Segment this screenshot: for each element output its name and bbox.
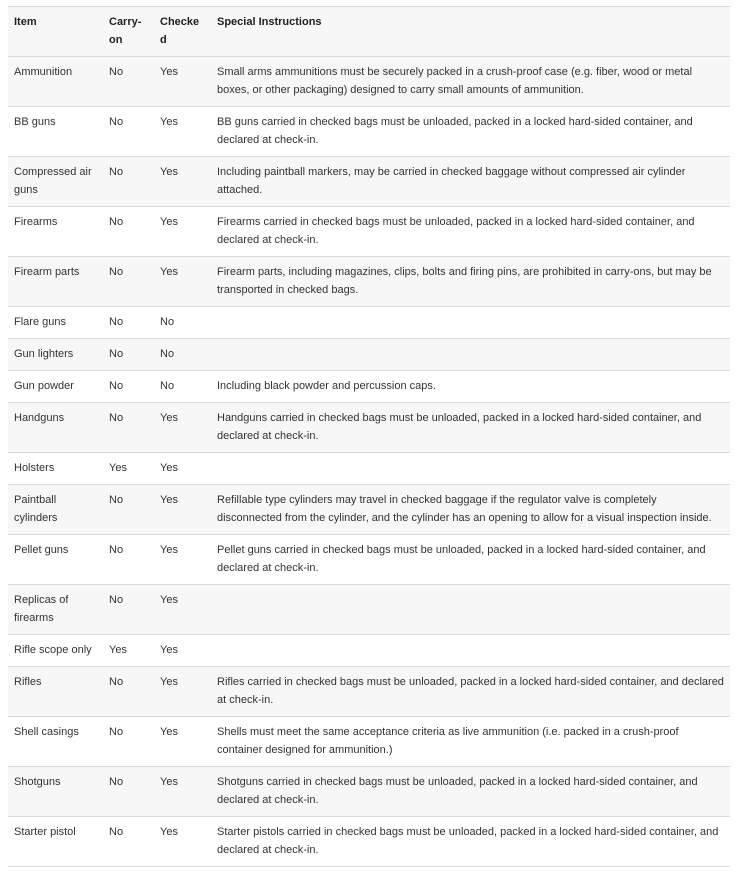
table-row xyxy=(8,107,730,157)
table-row xyxy=(8,717,730,767)
cell-special-instructions xyxy=(211,453,730,485)
cell-checked: No xyxy=(154,371,211,403)
cell-carry-on: No xyxy=(103,157,154,207)
cell-carry-on: No xyxy=(103,339,154,371)
cell-checked: Yes xyxy=(154,535,211,585)
cell-special-instructions: Pellet guns carried in checked bags must be unloaded, packed in a locked hard-sided container, and declared at check-in. xyxy=(211,535,730,585)
cell-checked: Yes xyxy=(154,157,211,207)
cell-special-instructions xyxy=(211,307,730,339)
table-row xyxy=(8,817,730,867)
table-row xyxy=(8,767,730,817)
table-row xyxy=(8,57,730,107)
cell-item: BB guns xyxy=(8,107,103,157)
cell-carry-on: No xyxy=(103,585,154,635)
table-body xyxy=(8,57,730,867)
cell-item: Compressed air guns xyxy=(8,157,103,207)
cell-checked: Yes xyxy=(154,57,211,107)
cell-checked: Yes xyxy=(154,403,211,453)
cell-item: Paintball cylinders xyxy=(8,485,103,535)
table-header xyxy=(8,7,730,57)
cell-item: Rifles xyxy=(8,667,103,717)
cell-checked: Yes xyxy=(154,485,211,535)
cell-checked: Yes xyxy=(154,767,211,817)
cell-item: Replicas of firearms xyxy=(8,585,103,635)
cell-special-instructions: Shotguns carried in checked bags must be unloaded, packed in a locked hard-sided container, and declared at check-in. xyxy=(211,767,730,817)
cell-carry-on: No xyxy=(103,403,154,453)
cell-checked: Yes xyxy=(154,107,211,157)
cell-special-instructions: Including paintball markers, may be carried in checked baggage without compressed air cylinder attached. xyxy=(211,157,730,207)
cell-special-instructions: BB guns carried in checked bags must be unloaded, packed in a locked hard-sided container, and declared at check-in. xyxy=(211,107,730,157)
cell-carry-on: No xyxy=(103,767,154,817)
header-checked: Checked xyxy=(154,7,211,57)
cell-special-instructions: Handguns carried in checked bags must be unloaded, packed in a locked hard-sided container, and declared at check-in. xyxy=(211,403,730,453)
cell-carry-on: Yes xyxy=(103,635,154,667)
cell-carry-on: No xyxy=(103,57,154,107)
cell-carry-on: No xyxy=(103,307,154,339)
cell-special-instructions: Shells must meet the same acceptance criteria as live ammunition (i.e. packed in a crush-proof container designed for ammunition.) xyxy=(211,717,730,767)
cell-item: Ammunition xyxy=(8,57,103,107)
cell-carry-on: No xyxy=(103,535,154,585)
cell-item: Shotguns xyxy=(8,767,103,817)
cell-carry-on: No xyxy=(103,717,154,767)
cell-item: Rifle scope only xyxy=(8,635,103,667)
cell-special-instructions xyxy=(211,635,730,667)
cell-checked: Yes xyxy=(154,667,211,717)
cell-special-instructions xyxy=(211,585,730,635)
cell-special-instructions: Refillable type cylinders may travel in checked baggage if the regulator valve is completely disconnected from the cylinder, and the cylinder has an opening to allow for a visual inspection inside. xyxy=(211,485,730,535)
cell-item: Flare guns xyxy=(8,307,103,339)
cell-item: Gun powder xyxy=(8,371,103,403)
cell-checked: Yes xyxy=(154,453,211,485)
cell-carry-on: No xyxy=(103,257,154,307)
table-row xyxy=(8,257,730,307)
cell-carry-on: Yes xyxy=(103,453,154,485)
cell-carry-on: No xyxy=(103,207,154,257)
table-row xyxy=(8,667,730,717)
table-row xyxy=(8,403,730,453)
table-row xyxy=(8,585,730,635)
header-row xyxy=(8,7,730,57)
header-special-instructions: Special Instructions xyxy=(211,7,730,57)
cell-checked: Yes xyxy=(154,207,211,257)
table-row xyxy=(8,207,730,257)
cell-item: Firearms xyxy=(8,207,103,257)
cell-item: Starter pistol xyxy=(8,817,103,867)
cell-checked: No xyxy=(154,339,211,371)
table-row xyxy=(8,371,730,403)
cell-item: Pellet guns xyxy=(8,535,103,585)
cell-carry-on: No xyxy=(103,371,154,403)
cell-checked: Yes xyxy=(154,585,211,635)
cell-special-instructions: Small arms ammunitions must be securely packed in a crush-proof case (e.g. fiber, wood or metal boxes, or other packaging) designed to carry small amounts of ammunition. xyxy=(211,57,730,107)
header-item: Item xyxy=(8,7,103,57)
cell-special-instructions: Rifles carried in checked bags must be unloaded, packed in a locked hard-sided container, and declared at check-in. xyxy=(211,667,730,717)
table-row xyxy=(8,339,730,371)
cell-special-instructions: Starter pistols carried in checked bags must be unloaded, packed in a locked hard-sided container, and declared at check-in. xyxy=(211,817,730,867)
table-row xyxy=(8,453,730,485)
cell-carry-on: No xyxy=(103,107,154,157)
cell-carry-on: No xyxy=(103,667,154,717)
cell-checked: Yes xyxy=(154,817,211,867)
header-carry-on: Carry-on xyxy=(103,7,154,57)
cell-special-instructions xyxy=(211,339,730,371)
cell-carry-on: No xyxy=(103,817,154,867)
cell-checked: Yes xyxy=(154,717,211,767)
table-row xyxy=(8,157,730,207)
cell-item: Handguns xyxy=(8,403,103,453)
firearms-policy-table xyxy=(8,6,730,867)
cell-special-instructions: Firearm parts, including magazines, clips, bolts and firing pins, are prohibited in carry-ons, but may be transported in checked bags. xyxy=(211,257,730,307)
cell-checked: Yes xyxy=(154,635,211,667)
cell-item: Gun lighters xyxy=(8,339,103,371)
cell-special-instructions: Firearms carried in checked bags must be unloaded, packed in a locked hard-sided container, and declared at check-in. xyxy=(211,207,730,257)
table-row xyxy=(8,635,730,667)
cell-carry-on: No xyxy=(103,485,154,535)
cell-item: Firearm parts xyxy=(8,257,103,307)
cell-item: Shell casings xyxy=(8,717,103,767)
table-row xyxy=(8,535,730,585)
cell-item: Holsters xyxy=(8,453,103,485)
cell-checked: Yes xyxy=(154,257,211,307)
cell-checked: No xyxy=(154,307,211,339)
table-row xyxy=(8,485,730,535)
table-row xyxy=(8,307,730,339)
cell-special-instructions: Including black powder and percussion caps. xyxy=(211,371,730,403)
